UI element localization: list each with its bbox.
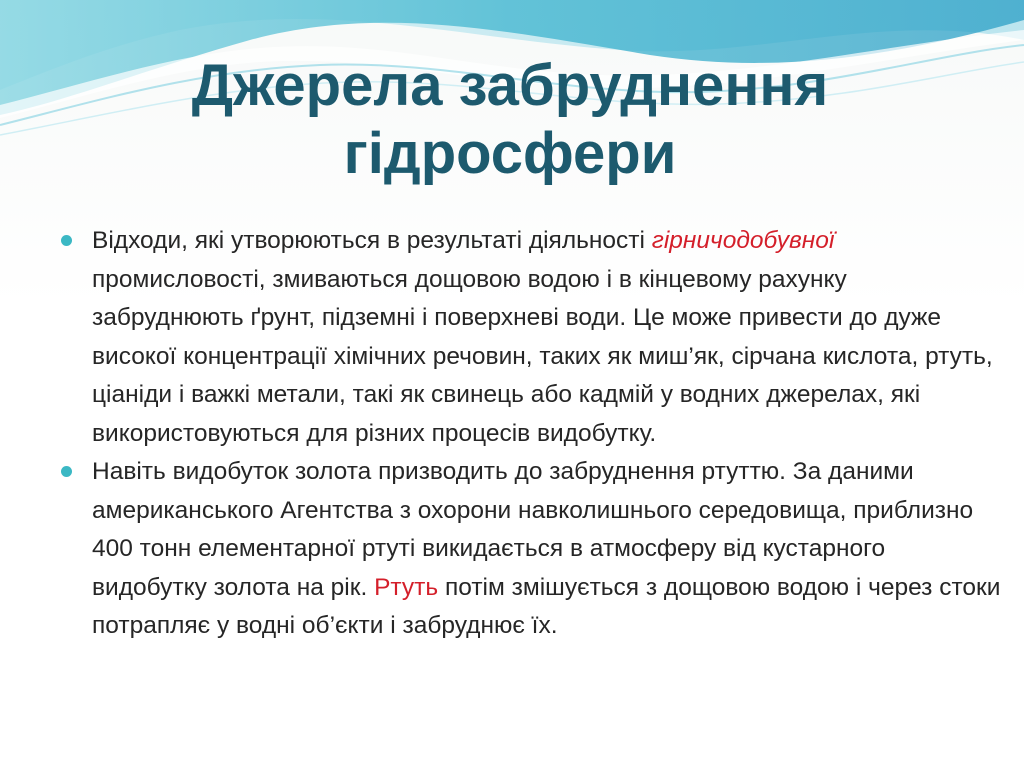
title-line-2: гідросфери [343,121,677,186]
bullet-item-1 [58,222,1003,453]
bullet-list [58,222,1003,646]
bullet-dot-icon [61,235,72,246]
bullet-2-highlight: Ртуть [374,573,439,601]
bullet-item-2 [58,453,1003,646]
bullet-2-text-end: потім змішується з дощовою водою і через стоки потрапляє у водні об’єкти і забруднює їх. [92,573,1001,639]
bullet-1-text-start: Відходи, які утворюються в результаті діяльності [92,227,652,254]
bullet-1-text-end: промисловості, змиваються дощовою водою і в кінцевому рахунку забруднюють ґрунт, підземні і поверхневі води. Це може привести до дуже високої концентрації хімічних речовин, таких як миш’як, сірчана кислота, ртуть, ціаніди і важкі метали, такі як свинець або кадмій у водних джерелах, які використовуються для різних процесів видобутку. [92,265,993,447]
bullet-2-text-start: Навіть видобуток золота призводить до забруднення ртуттю. За даними американського Агентства з охорони навколишнього середовища, приблизно 400 тонн елементарної ртуті викидається в атмосферу від кустарного видобутку золота на рік. [92,458,974,601]
slide-title [60,52,960,188]
title-line-1: Джерела забруднення [191,53,829,118]
bullet-dot-icon [61,466,72,477]
bullet-1-highlight: гірничодобувної [651,227,835,254]
